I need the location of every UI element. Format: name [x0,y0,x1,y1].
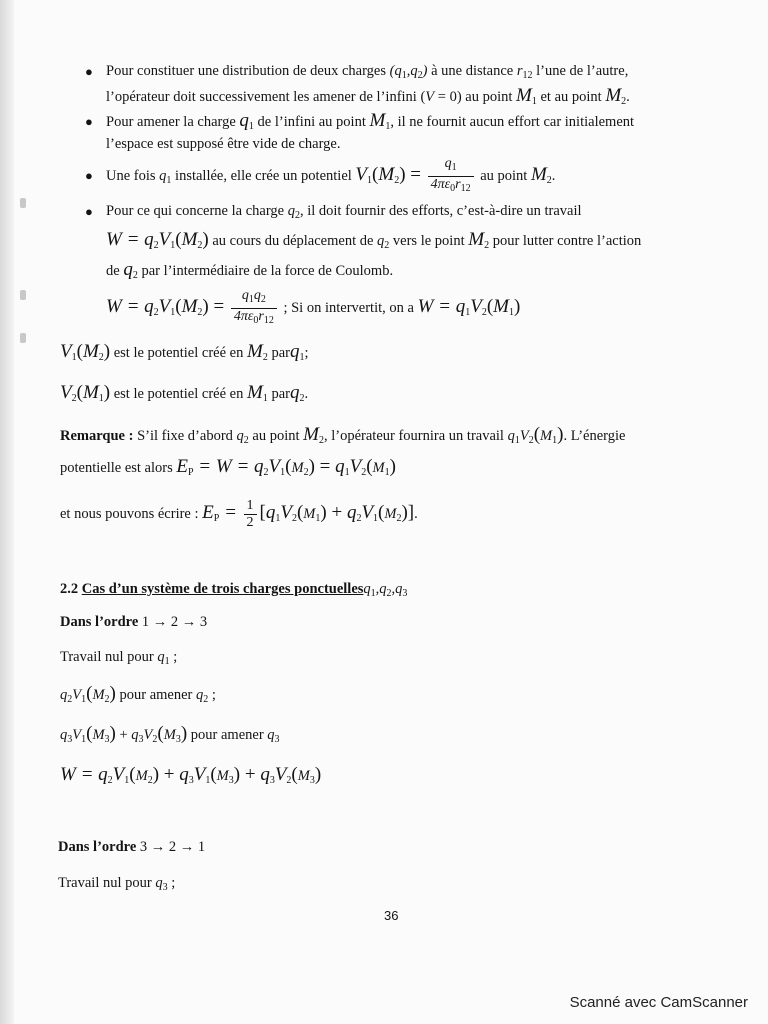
remarque-line-1: Remarque : S’il fixe d’abord $q_2$ au point $M_2$, l’opérateur fournira un travail $q_1V_2(M_1)$. L’énergie [60,424,626,446]
order-2-heading: Dans l’ordre 3 → 2 → 1 [58,839,206,855]
order-1-total-work: $W = q_2V_1(M_2) + q_3V_1(M_3) + q_3V_2(M_3)$ [60,764,322,786]
bullet-dot: ● [85,114,93,129]
bullet-2-line-1: Pour amener la charge $q_1$ de l’infini au point $M_1$, il ne fournit aucun effort car initialement [106,110,635,132]
order-1-step-1: Travail nul pour $q_1$ ; [60,649,178,667]
bullet-1-line-1: Pour constituer une distribution de deux charges $(q_1,q_2)$ à une distance $r_{12}$ l’une de l’autre, [106,63,629,81]
bullet-1-line-2: l’opérateur doit successivement les amener de l’infini (V = 0) au point $M_1$ et au point $M_2$. [106,85,630,107]
camscanner-watermark: Scanné avec CamScanner [569,994,748,1011]
order-1-step-3: $q_3V_1(M_3) + q_3V_2(M_3)$ pour amener $q_3$ [60,723,280,745]
order-2-step-1: Travail nul pour $q_3$ ; [58,875,176,893]
energy-formula-line: et nous pouvons écrire : $E_P$ = $\frac{1}{2}$ $[q_1V_2(M_1) + q_2V_1(M_2)]$. [60,498,418,531]
page-number: 36 [384,908,399,923]
bullet-dot: ● [85,64,93,79]
bullet-3-line-1: Une fois $q_1$ installée, elle crée un potentiel $V_1(M_2)$ = $\frac{q_1}{4\pi\varepsilon_0r_{12}}$ au point $M_2$. [106,156,556,194]
v2-definition: $V_2(M_1)$ est le potentiel créé en $M_1$ parq$_2$. [60,382,309,404]
scan-mark [20,290,26,300]
v1-definition: $V_1(M_2)$ est le potentiel créé en $M_2$ parq$_1$; [60,341,309,363]
bullet-dot: ● [85,168,93,183]
bullet-2-line-2: l’espace est supposé être vide de charge. [106,136,341,152]
bullet-4-line-1: Pour ce qui concerne la charge $q_2$, il doit fournir des efforts, c’est-à-dire un travail [106,203,582,221]
scan-mark [20,333,26,343]
bullet-dot: ● [85,204,93,219]
order-1-step-2: $q_2V_1(M_2)$ pour amener $q_2$ ; [60,683,216,705]
remarque-line-2: potentielle est alors $E_P = W = q_2V_1(M_2) = q_1V_2(M_1)$ [60,456,396,478]
section-heading: 2.2 Cas d’un système de trois charges $ponctuellesq_1,q_2,q_3$ [60,581,408,599]
bullet-4-line-3: de $q_2$ par l’intermédiaire de la force de Coulomb. [106,259,394,281]
bullet-4-line-4: $W = q_2V_1(M_2)$ = $\frac{q_1q_2}{4\pi\varepsilon_0r_{12}}$ ; Si on intervertit, on a $W = q_1V_2(M_1)$ [106,288,521,326]
order-1-heading: Dans l’ordre 1 → 2 → 3 [60,614,208,630]
page-edge-shadow [0,0,14,1024]
scan-mark [20,198,26,208]
bullet-4-line-2: $W = q_2V_1(M_2)$ au cours du déplacement de $q_2$ vers le point $M_2$ pour lutter contre l’action [106,229,642,251]
